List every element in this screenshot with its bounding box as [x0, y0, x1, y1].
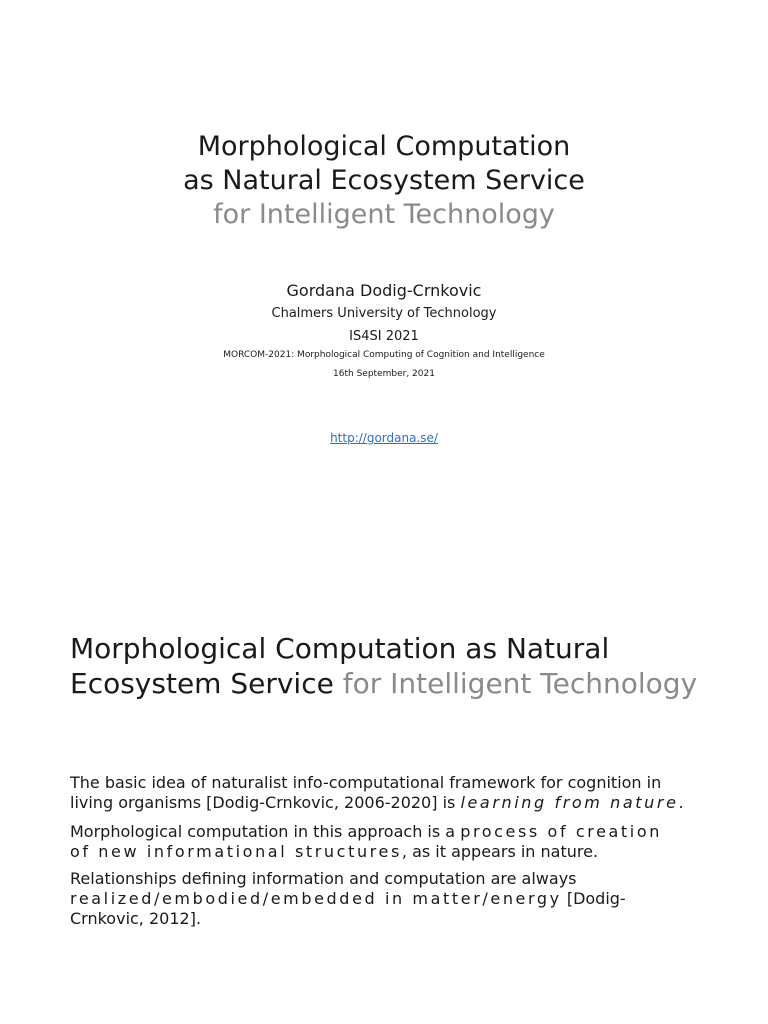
presentation-date: 16th September, 2021 — [333, 369, 435, 379]
author-name: Gordana Dodig-Crnkovic — [286, 281, 482, 300]
content-title-gray: for Intelligent Technology — [342, 667, 698, 700]
paragraph-3 — [70, 869, 710, 929]
emphasis-new-informational-structures: of new informational structures — [70, 842, 402, 861]
slide-title-line-1: Morphological Computation — [197, 131, 571, 162]
website-link[interactable]: http://gordana.se/ — [330, 431, 438, 445]
affiliation: Chalmers University of Technology — [271, 306, 497, 321]
paragraph-1-text: living organisms [Dodig-Crnkovic, 2006-2020] is — [70, 793, 461, 812]
emphasis-realized-embodied: realized/embodied/embedded in matter/energy — [70, 889, 562, 908]
emphasis-learning-from-nature: learning from nature — [460, 793, 679, 812]
paragraph-1 — [70, 773, 710, 813]
paragraph-3-line-1: Relationships defining information and computation are always — [70, 869, 577, 888]
paragraph-3-line-3: Crnkovic, 2012]. — [70, 909, 202, 928]
paragraph-1-period: . — [678, 793, 684, 812]
paragraph-2-line-2 — [70, 842, 710, 862]
paragraph-2 — [70, 822, 710, 862]
paragraph-2-line-1 — [70, 822, 710, 842]
paragraph-2-text: Morphological computation in this approach is a — [70, 822, 461, 841]
conference-name: IS4SI 2021 — [349, 329, 419, 344]
content-title-line-2 — [70, 666, 750, 701]
content-title-main: Ecosystem Service — [70, 667, 334, 700]
content-title-line-1: Morphological Computation as Natural — [70, 632, 610, 665]
paragraph-2-tail: , as it appears in nature. — [401, 842, 599, 861]
event-name: MORCOM-2021: Morphological Computing of Cognition and Intelligence — [223, 350, 545, 360]
slide-subtitle: for Intelligent Technology — [213, 199, 555, 230]
emphasis-process-of-creation: process of creation — [460, 822, 662, 841]
paragraph-3-citation: [Dodig- — [561, 889, 626, 908]
paragraph-1-line-2 — [70, 793, 710, 813]
slide-title-line-2: as Natural Ecosystem Service — [183, 165, 585, 196]
paragraph-1-line-1: The basic idea of naturalist info-computational framework for cognition in — [70, 773, 662, 792]
paragraph-3-line-2 — [70, 889, 710, 909]
